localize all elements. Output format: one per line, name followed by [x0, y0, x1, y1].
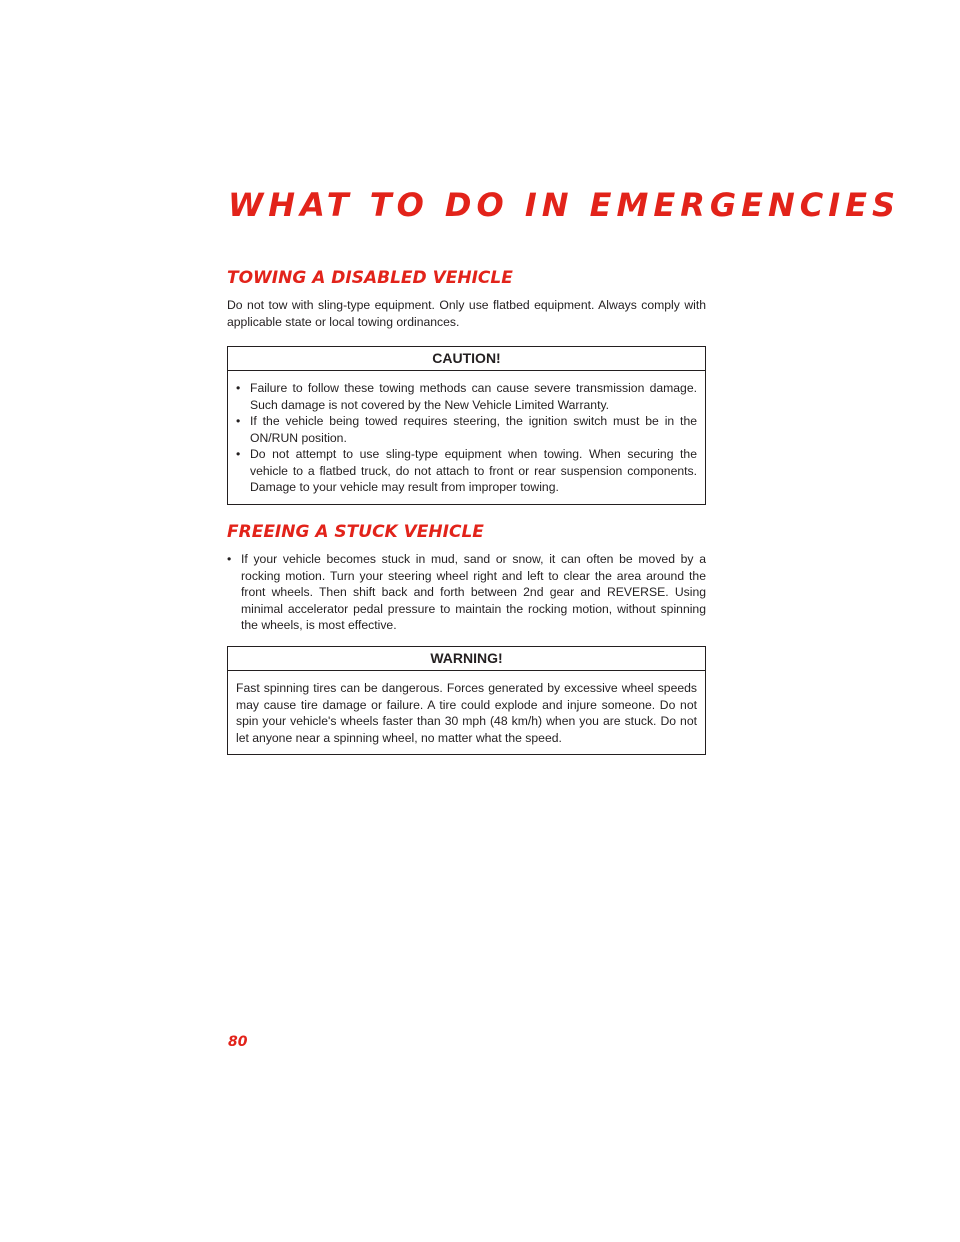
stuck-item: • If your vehicle becomes stuck in mud, sand or snow, it can often be moved by a rocking motion. Turn your steering wheel right and left to clear the area around the front wheels. Then shift back and forth between 2nd gear and REVERSE. Using minimal accelerator pedal pressure to maintain the rocking motion, without spinning the wheels, is most effective.: [227, 552, 706, 632]
towing-section: [227, 268, 706, 330]
warning-title: WARNING!: [228, 647, 705, 671]
towing-intro: Do not tow with sling-type equipment. Only use flatbed equipment. Always comply with applicable state or local towing ordinances.: [227, 298, 706, 329]
caution-body: [228, 371, 705, 504]
caution-list: [236, 380, 697, 496]
caution-item: • Failure to follow these towing methods can cause severe transmission damage. Such damage is not covered by the New Vehicle Limited Warranty.: [236, 381, 697, 412]
caution-box: [227, 346, 706, 505]
caution-item: • If the vehicle being towed requires steering, the ignition switch must be in the ON/RUN position.: [236, 414, 697, 445]
chapter-title: WHAT TO DO IN EMERGENCIES: [228, 186, 901, 224]
bullet-icon: •: [236, 447, 241, 461]
stuck-section: [227, 522, 706, 634]
bullet-icon: •: [236, 414, 241, 428]
towing-heading: TOWING A DISABLED VEHICLE: [227, 268, 513, 288]
warning-text: Fast spinning tires can be dangerous. Forces generated by excessive wheel speeds may cause tire damage or failure. A tire could explode and injure someone. Do not spin your vehicle's wheels faster than 30 mph (48 km/h) when you are stuck. Do not let anyone near a spinning wheel, no matter what the speed.: [236, 681, 697, 745]
caution-title: CAUTION!: [228, 347, 705, 371]
stuck-heading: FREEING A STUCK VEHICLE: [227, 522, 484, 542]
bullet-icon: •: [227, 552, 232, 566]
stuck-list: [227, 551, 706, 634]
caution-item: • Do not attempt to use sling-type equipment when towing. When securing the vehicle to a flatbed truck, do not attach to front or rear suspension components. Damage to your vehicle may result from improper towing.: [236, 447, 697, 494]
page-number: 80: [228, 1034, 248, 1050]
warning-body: [228, 671, 705, 754]
bullet-icon: •: [236, 381, 241, 395]
warning-box: [227, 646, 706, 755]
